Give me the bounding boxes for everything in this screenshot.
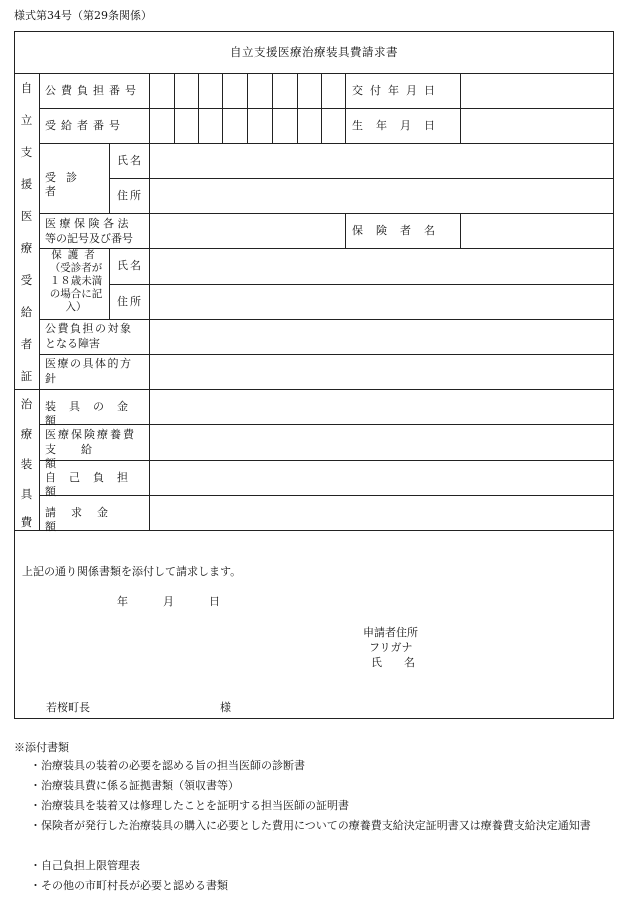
applicant-name-label: 氏 名: [371, 656, 415, 669]
row-divider: [39, 143, 614, 144]
label-target-disability-line1: 公費負担の対象: [45, 322, 133, 335]
label-insurance-payment-line1: 医療保険療養費: [45, 428, 136, 441]
column-divider: [345, 213, 346, 248]
attachment-item: ・治療装具費に係る証拠書類（領収書等）: [30, 779, 239, 792]
attachment-item: ・保険者が発行した治療装具の購入に必要とした費用についての療養費支給決定証明書又は療養費支給決定通知書: [30, 819, 591, 832]
section-label-char: 受: [20, 273, 33, 287]
row-divider: [109, 284, 614, 285]
label-recipient-number: 受給者番号: [45, 119, 125, 132]
section-label-char: 援: [20, 177, 33, 191]
row-divider: [14, 73, 614, 74]
section-label-char: 自: [20, 81, 33, 95]
label-guardian-line3: １８歳未満: [49, 275, 103, 287]
form-title: 自立支援医療治療装具費請求書: [230, 45, 398, 59]
number-cell-divider: [247, 73, 248, 143]
number-cell-divider: [297, 73, 298, 143]
column-divider: [460, 73, 461, 143]
attachment-item: ・その他の市町村長が必要と認める書類: [30, 879, 228, 892]
declaration-text: 上記の通り関係書類を添付して請求します。: [22, 565, 242, 578]
section-label-char: 治: [20, 397, 33, 411]
label-guardian-line2: （受診者が: [49, 262, 103, 274]
row-divider: [39, 319, 614, 320]
date-day-label: 日: [209, 595, 220, 608]
date-month-label: 月: [163, 595, 174, 608]
applicant-furigana-label: フリガナ: [369, 641, 413, 654]
number-cell-divider: [272, 73, 273, 143]
attachment-item: ・自己負担上限管理表: [30, 859, 140, 872]
section-label-char: 装: [20, 457, 33, 471]
label-insurer-name: 保険者名: [352, 224, 448, 237]
number-cell-divider: [222, 73, 223, 143]
label-guardian-line4: の場合に記: [49, 288, 103, 300]
label-patient: 受診者: [45, 171, 87, 198]
label-guardian-line1: 保護者: [51, 249, 101, 261]
row-divider: [39, 213, 614, 214]
row-divider: [39, 108, 614, 109]
column-divider: [460, 213, 461, 248]
section-label-char: 証: [20, 369, 33, 383]
column-divider: [345, 73, 346, 143]
applicant-address-label: 申請者住所: [363, 626, 418, 639]
label-guardian-address: 住所: [117, 295, 143, 308]
row-divider: [39, 354, 614, 355]
attachments-title: ※添付書類: [14, 741, 69, 754]
section-label-char: 者: [20, 337, 33, 351]
label-self-burden: 自己負担額: [45, 471, 141, 498]
label-device-amount: 装具の金額: [45, 400, 141, 427]
label-patient-name: 氏名: [117, 154, 143, 167]
section-label-char: 給: [20, 305, 33, 319]
label-treatment-policy-line2: 針: [45, 372, 56, 385]
label-birth-date: 生年月日: [352, 119, 448, 132]
section-label-char: 療: [20, 241, 33, 255]
attachment-item: ・治療装具の装着の必要を認める旨の担当医師の診断書: [30, 759, 305, 772]
label-target-disability-line2: となる障害: [45, 337, 100, 350]
number-cell-divider: [174, 73, 175, 143]
column-divider: [39, 73, 40, 530]
label-insurance-code-line1: 医療保険各法: [45, 217, 132, 230]
section-label-char: 療: [20, 427, 33, 441]
label-guardian-name: 氏名: [117, 259, 143, 272]
label-claim-amount: 請求金額: [45, 506, 123, 533]
section-label-char: 支: [20, 145, 33, 159]
section-label-char: 立: [20, 113, 33, 127]
label-treatment-policy-line1: 医療の具体的方: [45, 357, 133, 370]
addressee-mayor: 若桜町長: [46, 701, 90, 714]
addressee-honorific: 様: [220, 701, 231, 714]
row-divider: [109, 178, 614, 179]
section-label-char: 費: [20, 515, 33, 529]
number-cell-divider: [321, 73, 322, 143]
date-year-label: 年: [117, 595, 128, 608]
section-divider: [14, 389, 614, 390]
column-divider: [109, 143, 110, 213]
row-divider: [39, 248, 614, 249]
column-divider: [149, 73, 150, 530]
label-insurance-code-line2: 等の記号及び番号: [45, 232, 133, 245]
section-label-char: 具: [20, 487, 33, 501]
number-cell-divider: [198, 73, 199, 143]
label-issue-date: 交付年月日: [352, 84, 442, 97]
form-number: 様式第34号（第29条関係）: [14, 9, 152, 22]
attachment-item: ・治療装具を装着又は修理したことを証明する担当医師の証明書: [30, 799, 349, 812]
label-public-burden-number: 公費負担番号: [45, 84, 141, 97]
label-insurance-payment-line2: 支給額: [45, 443, 117, 470]
label-patient-address: 住所: [117, 189, 143, 202]
section-label-char: 医: [20, 209, 33, 223]
label-guardian-line5: 入）: [65, 301, 87, 313]
